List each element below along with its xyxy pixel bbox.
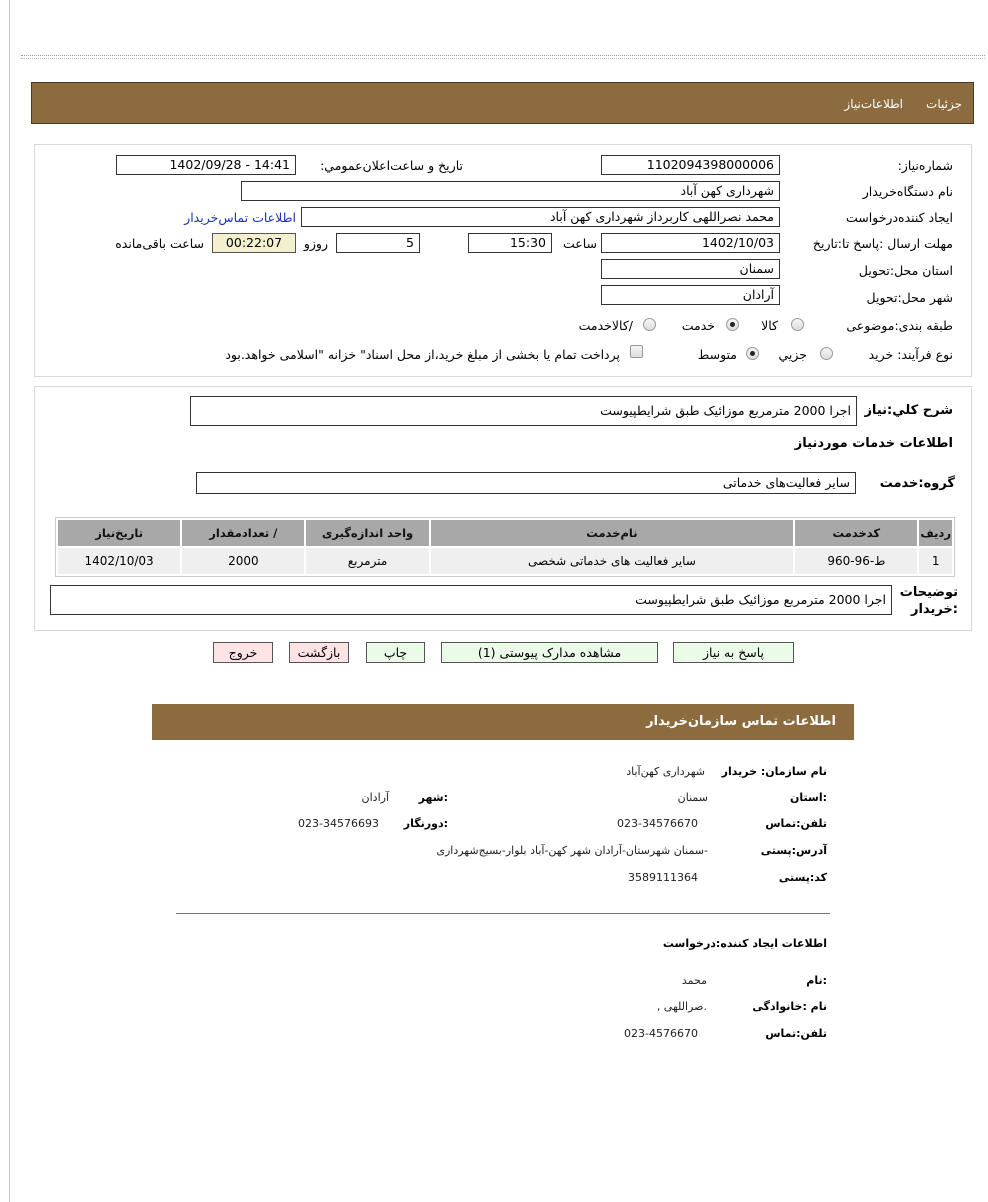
respond-button[interactable]: پاسخ به نیاز xyxy=(673,642,794,663)
contact-org-label: نام سازمان: خریدار xyxy=(721,765,827,778)
col-code: کدخدمت xyxy=(795,520,917,546)
category-service-label: خدمت xyxy=(681,318,715,333)
cell-unit: مترمربع xyxy=(306,548,428,574)
buyer-contact-header xyxy=(152,704,854,740)
creator-field[interactable]: محمد نصراللهی کاربرداز شهرداری کهن آباد xyxy=(301,207,780,227)
category-goods-service-label: /کالاخدمت xyxy=(578,318,633,333)
need-number-label: شماره‌نیاز: xyxy=(897,158,953,173)
creator-label: ایجاد کننده‌درخواست xyxy=(846,210,953,225)
cell-code: ط-96-960 xyxy=(795,548,917,574)
view-attachments-button[interactable]: مشاهده مدارک پیوستی (1) xyxy=(441,642,658,663)
cell-row: 1 xyxy=(919,548,952,574)
top-divider xyxy=(21,55,985,56)
remaining-timer: 00:22:07 xyxy=(212,233,296,253)
category-label: طبقه بندی:موضوعی xyxy=(846,318,953,333)
service-group-field[interactable]: سایر فعالیت‌های خدماتی xyxy=(196,472,856,494)
need-number-field[interactable]: 1102094398000006 xyxy=(601,155,780,175)
tab-details[interactable]: جزئیات xyxy=(926,97,962,111)
contact-city-label: :شهر xyxy=(418,791,448,804)
process-medium-radio[interactable] xyxy=(746,347,759,360)
process-label: نوع فرآیند: خرید xyxy=(868,347,953,362)
col-qty: / تعدادمقدار xyxy=(182,520,304,546)
services-title: اطلاعات خدمات موردنیاز xyxy=(794,436,953,451)
category-service-radio[interactable] xyxy=(726,318,739,331)
need-info-panel xyxy=(34,144,972,377)
days-label: روزو xyxy=(303,236,328,251)
buyer-notes-field[interactable]: اجرا 2000 مترمربع موزائیک طبق شرایطپیوست xyxy=(50,585,892,615)
contact-phone-label: تلفن:تماس xyxy=(765,817,827,830)
services-table xyxy=(55,517,955,577)
creator-name-label: :نام xyxy=(806,974,827,987)
col-date: تاریخ‌نیاز xyxy=(58,520,180,546)
table-header-row xyxy=(58,520,952,546)
tab-need-info[interactable]: اطلاعات‌نیاز xyxy=(844,97,903,111)
cell-name: سایر فعالیت های خدماتی شخصی xyxy=(431,548,794,574)
creator-phone: 023-4576670 xyxy=(624,1027,698,1040)
announce-field[interactable]: 1402/09/28 - 14:41 xyxy=(116,155,296,175)
contact-postal-label: کد:پستی xyxy=(778,871,827,884)
deadline-date-field[interactable]: 1402/10/03 xyxy=(601,233,780,253)
col-row: ردیف xyxy=(919,520,952,546)
days-field[interactable]: 5 xyxy=(336,233,420,253)
deadline-time-label: ساعت xyxy=(562,236,597,251)
exit-button[interactable]: خروج xyxy=(213,642,273,663)
contact-fax-label: :دورنگار xyxy=(403,817,448,830)
creator-phone-label: تلفن:تماس xyxy=(765,1027,827,1040)
creator-name: محمد xyxy=(681,974,707,987)
contact-separator xyxy=(176,913,830,914)
general-desc-field[interactable]: اجرا 2000 مترمربع موزائیک طبق شرایطپیوست xyxy=(190,396,857,426)
col-unit: واحد اندازه‌گیری xyxy=(306,520,428,546)
print-button[interactable]: چاپ xyxy=(366,642,425,663)
category-goods-radio[interactable] xyxy=(791,318,804,331)
service-group-label: گروه:خدمت xyxy=(879,476,955,491)
buyer-notes-label-2: :خریدار xyxy=(911,602,958,617)
city-field[interactable]: آرادان xyxy=(601,285,780,305)
creator-family: .صراللهی , xyxy=(656,1000,707,1013)
general-desc-label: شرح کلي:نیاز xyxy=(864,403,953,418)
cell-qty: 2000 xyxy=(182,548,304,574)
category-goods-service-radio[interactable] xyxy=(643,318,656,331)
top-divider-2 xyxy=(21,58,985,59)
deadline-time-field[interactable]: 15:30 xyxy=(468,233,552,253)
contact-city: آرادان xyxy=(361,791,389,804)
city-label: شهر محل:تحویل xyxy=(866,290,953,305)
contact-postal: 3589111364 xyxy=(628,871,698,884)
buyer-contact-link[interactable]: اطلاعات تماس‌خریدار xyxy=(184,210,296,225)
buyer-notes-label: توضیحات xyxy=(899,585,958,600)
category-goods-label: کالا xyxy=(761,318,778,333)
contact-org: شهرداری کهن‌آباد xyxy=(626,765,705,778)
contact-province: سمنان xyxy=(677,791,708,804)
treasury-payment-note: پرداخت تمام یا بخشی از مبلغ خرید،از محل اسناد" خزانه "اسلامی خواهد.بود xyxy=(225,347,620,362)
table-row xyxy=(58,548,952,574)
creator-info-title: اطلاعات ایجاد کننده:درخواست xyxy=(662,937,827,950)
buyer-contact-title: اطلاعات تماس سازمان‌خریدار xyxy=(646,714,836,729)
cell-date: 1402/10/03 xyxy=(58,548,180,574)
creator-family-label: نام :خانوادگی xyxy=(752,1000,827,1013)
province-label: استان محل:تحویل xyxy=(858,263,953,278)
buyer-org-field[interactable]: شهرداری کهن آباد xyxy=(241,181,780,201)
province-field[interactable]: سمنان xyxy=(601,259,780,279)
contact-province-label: :استان xyxy=(790,791,827,804)
process-small-radio[interactable] xyxy=(820,347,833,360)
header-bar xyxy=(31,82,974,124)
deadline-label: مهلت ارسال :پاسخ تا:تاريخ xyxy=(812,236,953,251)
contact-phone: 023-34576670 xyxy=(617,817,698,830)
remaining-label: ساعت باقی‌مانده xyxy=(115,236,204,251)
treasury-payment-checkbox[interactable] xyxy=(630,345,643,358)
col-name: نام‌خدمت xyxy=(431,520,794,546)
contact-address: -سمنان شهرستان-آرادان شهر کهن-آباد بلوار-بسیج‌شهرداری xyxy=(436,844,708,857)
announce-label: تاريخ و ساعت‌اعلان‌عمومي: xyxy=(320,158,463,173)
left-border-line xyxy=(9,0,10,1202)
process-small-label: جزيي xyxy=(778,347,807,362)
contact-fax: 023-34576693 xyxy=(298,817,379,830)
back-button[interactable]: بازگشت xyxy=(289,642,349,663)
buyer-org-label: نام دستگاه‌خریدار xyxy=(862,184,953,199)
contact-address-label: آدرس:پستی xyxy=(760,844,827,857)
process-medium-label: متوسط xyxy=(697,347,737,362)
